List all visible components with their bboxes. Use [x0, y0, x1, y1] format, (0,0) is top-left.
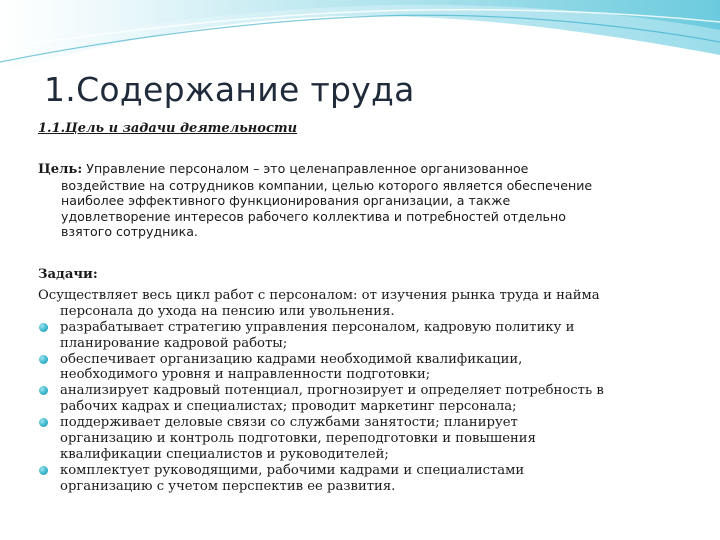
- task-list-item: [38, 320, 698, 352]
- goal-first-line: [38, 161, 688, 178]
- task-line: анализирует кадровый потенциал, прогнозирует и определяет потребность в: [60, 383, 604, 399]
- tasks-label: Задачи:: [38, 267, 98, 282]
- goal-line: удовлетворение интересов рабочего коллектива и потребностей отдельно: [61, 208, 566, 224]
- bullet-icon: [39, 323, 48, 332]
- tasks-intro-line: персонала до ухода на пенсию или увольнения.: [60, 303, 395, 319]
- task-list-item: [38, 383, 698, 415]
- bullet-icon: [39, 355, 48, 364]
- task-line: поддерживает деловые связи со службами занятости; планирует: [60, 415, 518, 431]
- goal-line: взятого сотрудника.: [61, 224, 198, 240]
- task-line: квалификации специалистов и руководителей;: [60, 446, 389, 462]
- goal-label: Цель:: [38, 162, 83, 177]
- task-line: рабочих кадрах и специалистах; проводит маркетинг персонала;: [60, 399, 517, 415]
- task-list-item: [38, 352, 698, 384]
- goal-paragraph: [38, 161, 688, 240]
- task-line: обеспечивает организацию кадрами необходимой квалификации,: [60, 351, 523, 367]
- task-line: организацию с учетом перспектив ее развития.: [60, 478, 396, 494]
- task-list-item: [38, 415, 698, 463]
- task-list-item: [38, 463, 698, 495]
- task-line: комплектует руководящими, рабочими кадрами и специалистами: [60, 462, 525, 478]
- task-line: необходимого уровня и направленности подготовки;: [60, 367, 431, 383]
- goal-line: наиболее эффективного функционирования организации, а также: [61, 193, 511, 209]
- slide-title: 1.Содержание труда: [44, 70, 415, 109]
- bullet-icon: [39, 466, 48, 475]
- goal-text: Управление персоналом – это целенаправленное организованное: [82, 161, 529, 176]
- task-line: планирование кадровой работы;: [60, 335, 288, 351]
- task-line: организацию и контроль подготовки, переподготовки и повышения: [60, 431, 536, 447]
- tasks-section: [38, 267, 698, 495]
- goal-line: воздействие на сотрудников компании, целью которого является обеспечение: [61, 177, 593, 193]
- slide-subtitle: 1.1.Цель и задачи деятельности: [38, 121, 298, 136]
- tasks-intro-line: Осуществляет весь цикл работ с персоналом: от изучения рынка труда и найма: [38, 287, 600, 303]
- task-line: разрабатывает стратегию управления персоналом, кадровую политику и: [60, 319, 575, 335]
